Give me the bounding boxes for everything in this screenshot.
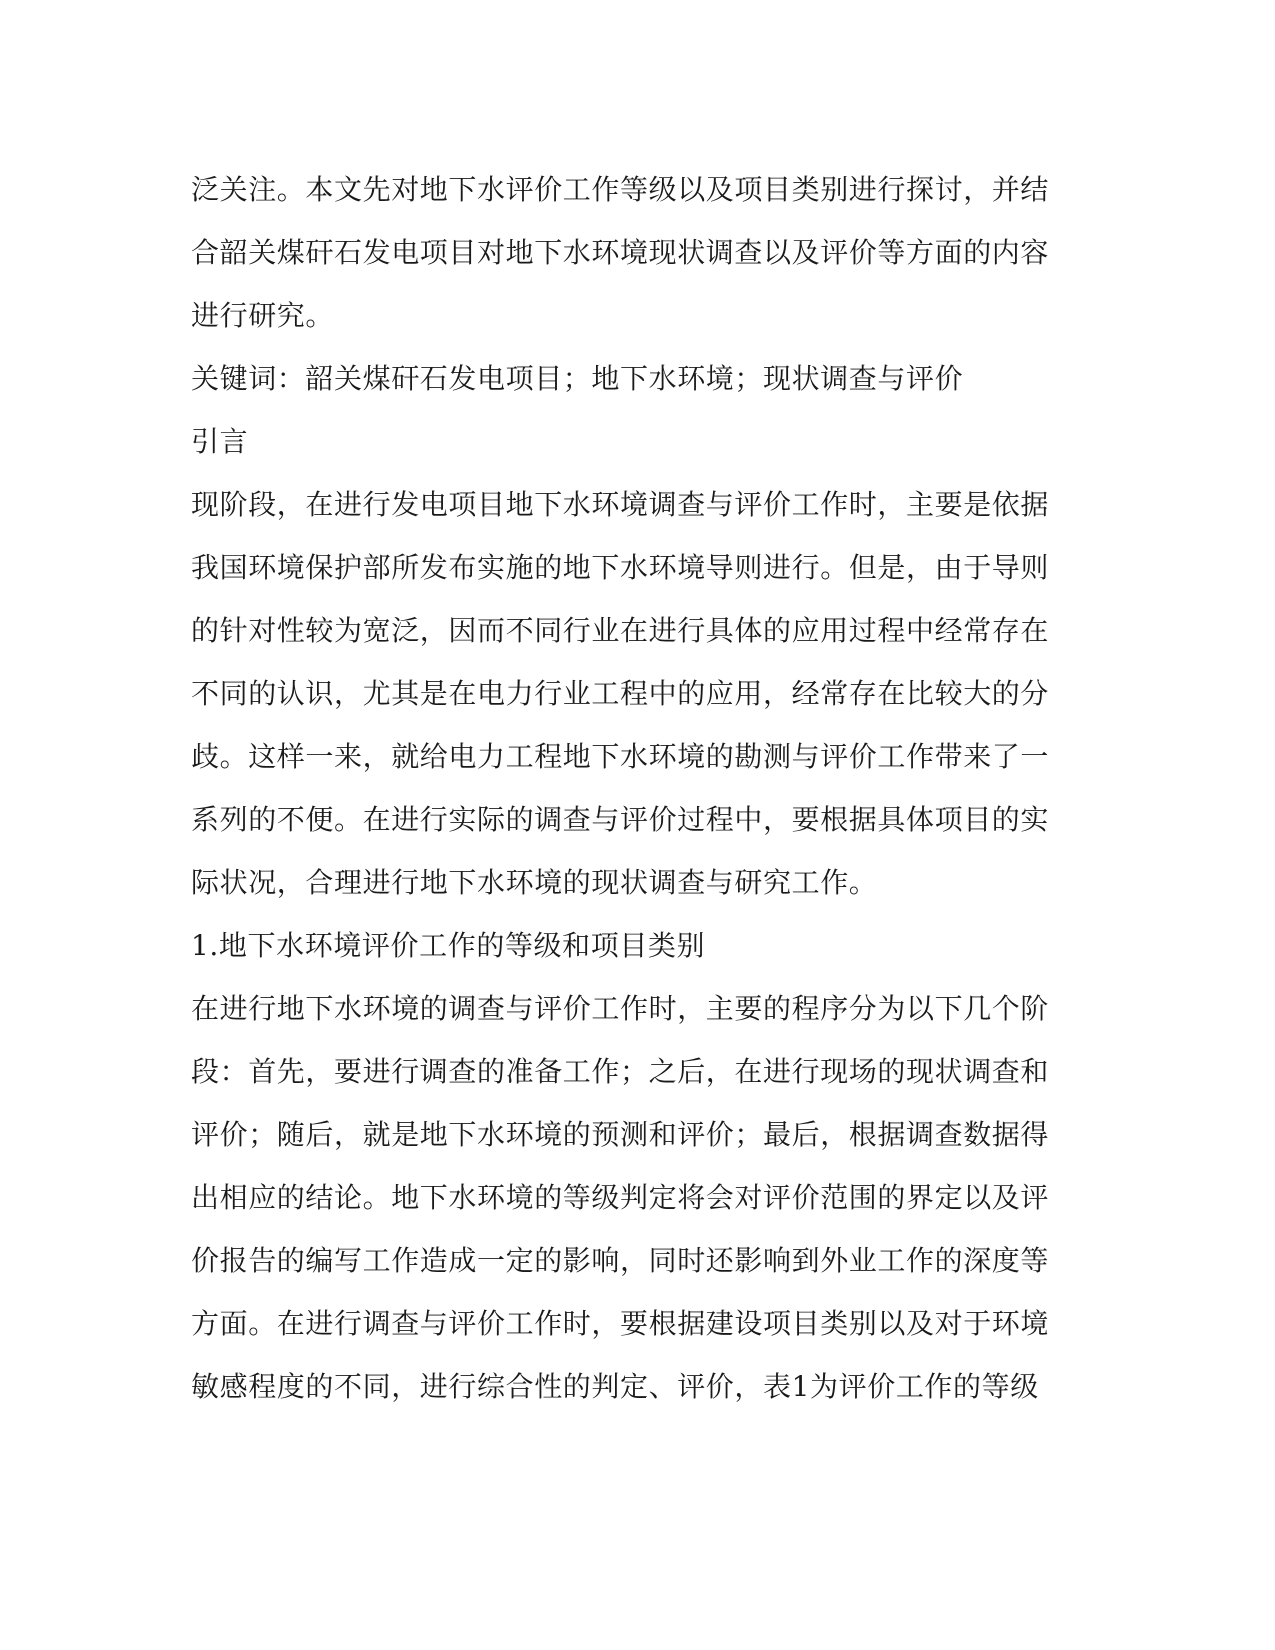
text-line: 价报告的编写工作造成一定的影响，同时还影响到外业工作的深度等 — [191, 1244, 1050, 1277]
text-line: 系列的不便。在进行实际的调查与评价过程中，要根据具体项目的实 — [191, 803, 1050, 836]
text-line: 合韶关煤矸石发电项目对地下水环境现状调查以及评价等方面的内容 — [191, 236, 1050, 269]
text-line: 方面。在进行调查与评价工作时，要根据建设项目类别以及对于环境 — [191, 1307, 1050, 1340]
text-line: 泛关注。本文先对地下水评价工作等级以及项目类别进行探讨，并结 — [191, 173, 1050, 206]
text-line: 敏感程度的不同，进行综合性的判定、评价，表1为评价工作的等级 — [191, 1370, 1039, 1403]
text-line: 现阶段，在进行发电项目地下水环境调查与评价工作时，主要是依据 — [191, 488, 1050, 521]
text-line: 不同的认识，尤其是在电力行业工程中的应用，经常存在比较大的分 — [191, 677, 1050, 710]
text-line: 我国环境保护部所发布实施的地下水环境导则进行。但是，由于导则 — [191, 551, 1050, 584]
document-body — [191, 158, 1071, 1418]
text-line: 际状况，合理进行地下水环境的现状调查与研究工作。 — [191, 866, 878, 899]
text-line: 出相应的结论。地下水环境的等级判定将会对评价范围的界定以及评 — [191, 1181, 1050, 1214]
keywords-line: 关键词：韶关煤矸石发电项目；地下水环境；现状调查与评价 — [191, 362, 964, 395]
text-line: 在进行地下水环境的调查与评价工作时，主要的程序分为以下几个阶 — [191, 992, 1050, 1025]
text-line: 的针对性较为宽泛，因而不同行业在进行具体的应用过程中经常存在 — [191, 614, 1050, 647]
text-line: 歧。这样一来，就给电力工程地下水环境的勘测与评价工作带来了一 — [191, 740, 1050, 773]
section-heading-1: 1.地下水环境评价工作的等级和项目类别 — [191, 929, 706, 962]
text-line: 段：首先，要进行调查的准备工作；之后，在进行现场的现状调查和 — [191, 1055, 1050, 1088]
text-line: 评价；随后，就是地下水环境的预测和评价；最后，根据调查数据得 — [191, 1118, 1050, 1151]
text-line: 进行研究。 — [191, 299, 335, 332]
section-heading-introduction: 引言 — [191, 425, 249, 458]
